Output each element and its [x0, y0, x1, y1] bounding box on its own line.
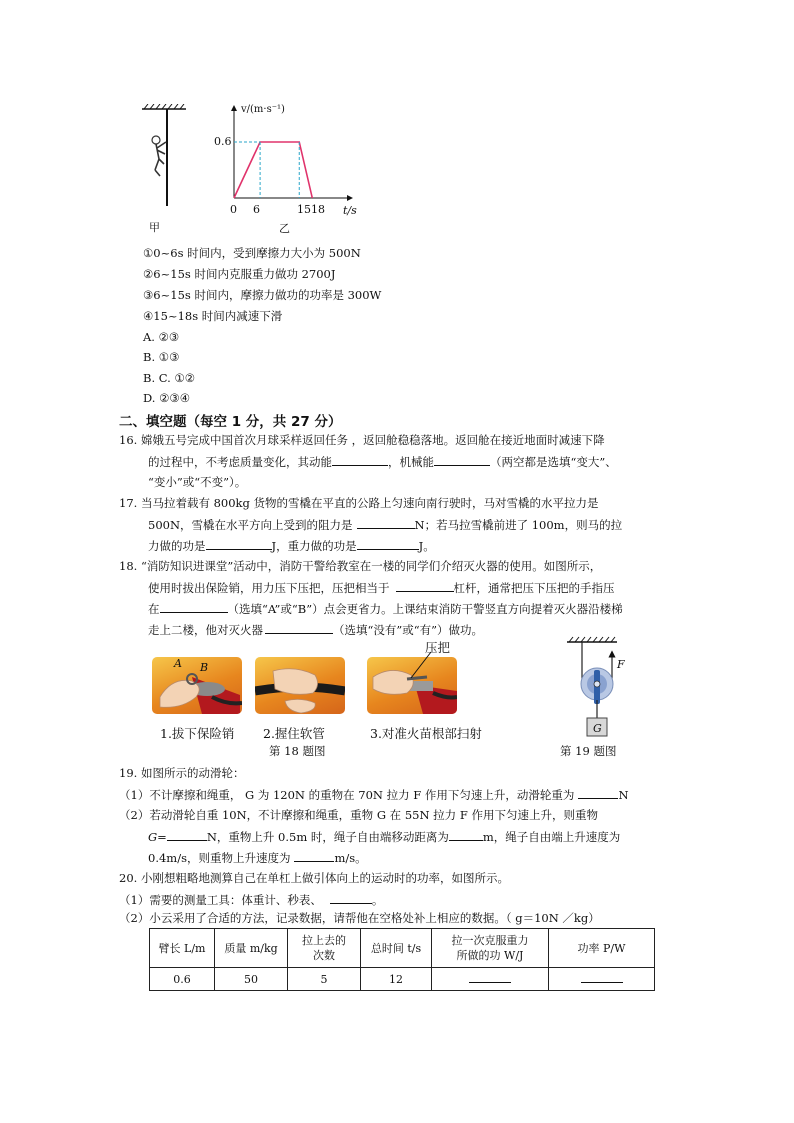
- force-f-label: F: [617, 658, 625, 671]
- header-total-time: 总时间 t/s: [361, 929, 432, 968]
- t-axis-label: t/s: [343, 204, 357, 217]
- q16-blank-mechanical[interactable]: [434, 454, 490, 466]
- v-axis-label: v/(m·s⁻¹): [241, 104, 285, 115]
- cell-mass: 50: [215, 968, 288, 991]
- q18-text-a: 使用时拔出保险销，用力压下压把，压把相当于: [148, 581, 390, 595]
- q16-text-a: 的过程中，不考虑质量变化，其动能: [148, 455, 332, 469]
- press-handle-label: 压把: [425, 640, 451, 655]
- header-count-line-1: 拉上去的: [302, 934, 346, 947]
- cell-count: 5: [288, 968, 361, 991]
- q18-line-1: 18. “消防知识进课堂”活动中，消防干警给教室在一楼的同学们介绍灭火器的使用。如图所示，: [119, 559, 602, 573]
- header-count-line-2: 次数: [313, 949, 335, 962]
- fig19-title: 第 19 题图: [560, 744, 617, 758]
- weight-g-label: G: [593, 722, 602, 735]
- q20-line-1: 20. 小刚想粗略地测算自己在单杠上做引体向上的运动时的功率，如图所示。: [119, 871, 509, 885]
- q15-statement-2: ②6~15s 时间内克服重力做功 2700J: [143, 267, 336, 281]
- q17-text-a: 500N，雪橇在水平方向上受到的阻力是: [148, 518, 353, 532]
- q16-text-b: ，机械能: [388, 455, 434, 469]
- x-tick-1518: 1518: [297, 203, 325, 216]
- table-header-row: [150, 929, 655, 968]
- q15-option-c: B. C. ①②: [143, 371, 196, 385]
- q18-line-3: [148, 601, 623, 617]
- q15-option-a: A. ②③: [143, 330, 180, 344]
- q16-line-1: 16. 嫦娥五号完成中国首次月球采样返回任务 ，返回舱稳稳落地。返回舱在接近地面时减速下降: [119, 433, 605, 447]
- q15-statement-1: ①0~6s 时间内，受到摩擦力大小为 500N: [143, 246, 361, 260]
- velocity-line: [234, 142, 312, 198]
- q17-text-d: J，重力做的功是: [271, 539, 357, 553]
- cell-arm-length: 0.6: [150, 968, 215, 991]
- q17-line-2: [148, 517, 622, 533]
- q20-blank-tool[interactable]: [330, 892, 372, 904]
- figure-label-jia: 甲: [149, 221, 160, 234]
- caption-step-1: 1.拔下保险销: [160, 726, 235, 741]
- q16-text-c: （两空都是选填“变大”、: [490, 455, 617, 469]
- q17-line-3: [148, 538, 435, 554]
- q19-text-a: （1）不计摩擦和绳重， G 为 120N 的重物在 70N 拉力 F 作用下匀速上升，动滑轮重为: [119, 788, 575, 802]
- q18-text-e: 走上二楼，他对灭火器: [148, 623, 263, 637]
- q20-text-a: （1）需要的测量工具：体重计、秒表、: [119, 893, 322, 907]
- q16-blank-kinetic[interactable]: [332, 454, 388, 466]
- q18-blank-work[interactable]: [265, 622, 333, 634]
- x-tick-6: 6: [253, 203, 260, 216]
- section-heading: 二、填空题（每空 1 分，共 27 分）: [119, 414, 342, 430]
- q19-text-b: N: [618, 788, 629, 802]
- q18-blank-point[interactable]: [160, 601, 228, 613]
- photo-pull-pin: [152, 657, 242, 714]
- cell-power-blank[interactable]: [549, 968, 655, 991]
- q19-text-d: N，重物上升 0.5m 时，绳子自由端移动距离为: [206, 830, 449, 844]
- q17-line-1: 17. 当马拉着载有 800kg 货物的雪橇在平直的公路上匀速向南行驶时，马对雪橇的水平拉力是: [119, 496, 599, 510]
- q20-text-b: 。: [371, 893, 384, 907]
- cell-work-blank[interactable]: [432, 968, 549, 991]
- climber-figure: [140, 104, 190, 208]
- header-arm-length: 臂长 L/m: [150, 929, 215, 968]
- q20-data-table: [149, 928, 655, 991]
- caption-step-3: 3.对准火苗根部扫射: [370, 726, 482, 741]
- photo-hold-hose: [255, 657, 345, 714]
- header-work-per-pull: [432, 929, 549, 968]
- q15-statement-3: ③6~15s 时间内，摩擦力做功的功率是 300W: [143, 288, 382, 302]
- y-tick-06: 0.6: [214, 135, 232, 148]
- q18-blank-lever[interactable]: [396, 580, 454, 592]
- q16-line-3: “变小”或“不变”）。: [148, 475, 247, 489]
- cell-total-time: 12: [361, 968, 432, 991]
- q18-line-2: [148, 580, 615, 596]
- header-count: [288, 929, 361, 968]
- q19-blank-g[interactable]: [167, 829, 207, 841]
- q16-line-2: [148, 454, 617, 470]
- press-handle-pointer: [405, 650, 435, 682]
- header-mass: 质量 m/kg: [215, 929, 288, 968]
- q17-blank-work-pull[interactable]: [206, 538, 272, 550]
- q20-line-3: （2）小云采用了合适的方法，记录数据，请帮他在空格处补上相应的数据。（ g＝10N ／kg）: [119, 911, 600, 925]
- q19-text-e: m，绳子自由端上升速度为: [482, 830, 621, 844]
- table-row: [150, 968, 655, 991]
- q18-text-c: 在: [148, 602, 160, 616]
- q18-text-d: （选填“A”或“B”）点会更省力。上课结束消防干警竖直方向提着灭火器沿楼梯: [227, 602, 623, 616]
- q20-line-2: [119, 892, 383, 908]
- figure-label-yi: 乙: [279, 222, 290, 235]
- q18-line-4: [148, 622, 483, 638]
- header-work-line-2: 所做的功 W/J: [456, 949, 524, 962]
- q19-line-5: [148, 850, 367, 866]
- q15-statement-4: ④15~18s 时间内减速下滑: [143, 309, 283, 323]
- q15-option-b: B. ①③: [143, 350, 180, 364]
- header-work-line-1: 拉一次克服重力: [451, 934, 529, 947]
- q17-text-e: J。: [418, 539, 435, 553]
- point-a-label: A: [174, 657, 182, 670]
- q17-blank-resistance[interactable]: [357, 517, 415, 529]
- caption-step-2: 2.握住软管: [263, 726, 325, 741]
- q19-blank-speed[interactable]: [294, 850, 334, 862]
- q15-option-d: D. ②③④: [143, 391, 191, 405]
- q19-line-2: [119, 787, 629, 803]
- q19-text-f: 0.4m/s，则重物上升速度为: [148, 851, 291, 865]
- point-b-label: B: [200, 661, 209, 674]
- q18-text-f: （选填“没有”或“有”）做功。: [333, 623, 484, 637]
- header-power: 功率 P/W: [549, 929, 655, 968]
- q19-text-g: m/s。: [334, 851, 367, 865]
- q19-blank-distance[interactable]: [449, 829, 483, 841]
- q18-text-b: 杠杆，通常把压下压把的手指压: [453, 581, 615, 595]
- fig18-title: 第 18 题图: [269, 744, 326, 758]
- q19-text-c: G=: [148, 830, 167, 844]
- q19-line-4: [148, 829, 620, 845]
- q17-text-b: N；若马拉雪橇前进了 100m，则马的拉: [414, 518, 623, 532]
- q19-line-3: （2）若动滑轮自重 10N，不计摩擦和绳重，重物 G 在 55N 拉力 F 作用下匀速上升，则重物: [119, 808, 598, 822]
- q19-blank-pulley-weight[interactable]: [578, 787, 618, 799]
- x-tick-0: 0: [230, 203, 237, 216]
- q17-text-c: 力做的功是: [148, 539, 206, 553]
- q19-line-1: 19. 如图所示的动滑轮：: [119, 766, 245, 780]
- q17-blank-work-gravity[interactable]: [357, 538, 419, 550]
